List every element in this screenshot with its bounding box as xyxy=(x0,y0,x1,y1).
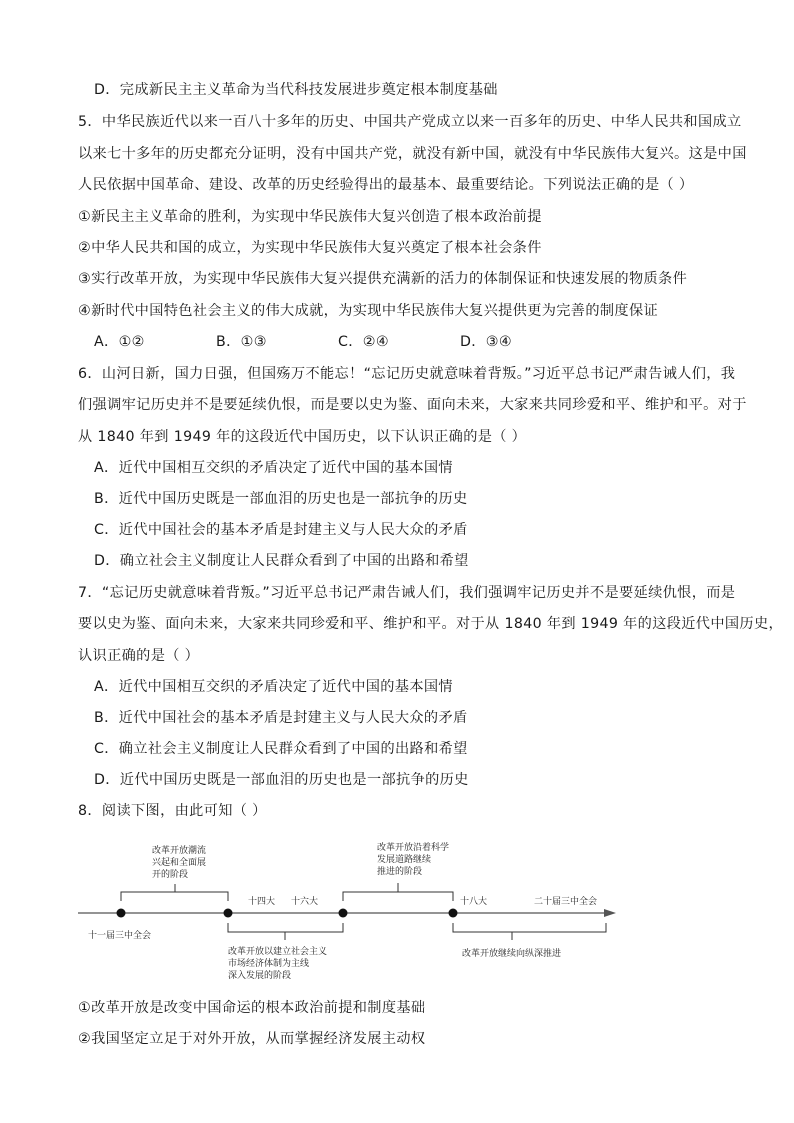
q8-statement-1: ①改革开放是改变中国命运的根本政治前提和制度基础 xyxy=(78,1000,426,1016)
q5-statement-4: ④新时代中国特色社会主义的伟大成就，为实现中华民族伟大复兴提供更为完善的制度保证 xyxy=(78,303,659,319)
q6-option-c: C．近代中国社会的基本矛盾是封建主义与人民大众的矛盾 xyxy=(94,522,468,538)
q7-stem-line-3: 认识正确的是（ ） xyxy=(78,648,200,664)
q6-option-b: B．近代中国历史既是一部血泪的历史也是一部抗争的历史 xyxy=(94,491,468,507)
axis-arrowhead xyxy=(604,909,616,917)
stage2-bracket xyxy=(228,923,343,940)
stage3-line-1: 改革开放沿着科学 xyxy=(377,843,450,853)
stage3-line-3: 推进的阶段 xyxy=(377,867,423,877)
stage1-line-3: 开的阶段 xyxy=(152,870,189,880)
q5-option-b: B．①③ xyxy=(216,334,267,350)
q6-option-d: D．确立社会主义制度让人民群众看到了中国的出路和希望 xyxy=(94,553,469,569)
q7-option-d: D．近代中国历史既是一部血泪的历史也是一部抗争的历史 xyxy=(94,772,469,788)
label-third-plenum-11: 十一届三中全会 xyxy=(88,931,152,941)
q6-stem-line-3: 从 1840 年到 1949 年的这段近代中国历史，以下认识正确的是（ ） xyxy=(78,429,527,445)
q5-stem-line-1: 5．中华民族近代以来一百八十多年的历史、中国共产党成立以来一百多年的历史、中华人民共和国成立 xyxy=(78,114,742,130)
node-cpc14 xyxy=(224,909,233,918)
q7-option-a: A．近代中国相互交织的矛盾决定了近代中国的基本国情 xyxy=(94,679,453,695)
stage3-line-2: 发展道路继续 xyxy=(377,855,432,865)
q6-stem-line-2: 们强调牢记历史并不是要延续仇恨，而是要以史为鉴、面向未来，大家来共同珍爱和平、维护和平。对于 xyxy=(78,397,747,413)
q5-statement-3: ③实行改革开放，为实现中华民族伟大复兴提供充满新的活力的体制保证和快速发展的物质条件 xyxy=(78,271,688,287)
q7-option-c: C．确立社会主义制度让人民群众看到了中国的出路和希望 xyxy=(94,741,468,757)
stage2-line-2: 市场经济体制为主线 xyxy=(228,959,310,969)
q5-statement-2: ②中华人民共和国的成立，为实现中华民族伟大复兴奠定了根本社会条件 xyxy=(78,240,542,256)
q7-stem-line-1: 7．“忘记历史就意味着背叛。”习近平总书记严肃告诫人们，我们强调牢记历史并不是要延续仇恨，而是 xyxy=(78,585,736,601)
label-cpc16: 十六大 xyxy=(291,897,319,907)
stage1-bracket xyxy=(121,884,228,901)
q5-option-d: D．③④ xyxy=(460,334,512,350)
reform-timeline-diagram xyxy=(0,838,794,981)
q6-stem-line-1: 6．山河日新，国力日强，但国殇万不能忘！“忘记历史就意味着背叛。”习近平总书记严肃告诫人们，我 xyxy=(78,366,736,382)
stage2-line-3: 深入发展的阶段 xyxy=(228,971,292,981)
q6-option-a: A．近代中国相互交织的矛盾决定了近代中国的基本国情 xyxy=(94,460,453,476)
label-cpc14: 十四大 xyxy=(248,897,276,907)
q5-option-c: C．②④ xyxy=(338,334,389,350)
q8-stem: 8．阅读下图，由此可知（ ） xyxy=(78,803,267,819)
q4-option-d: D．完成新民主主义革命为当代科技发展进步奠定根本制度基础 xyxy=(94,82,498,98)
q5-stem-line-3: 人民依据中国革命、建设、改革的历史经验得出的最基本、最重要结论。下列说法正确的是（ ） xyxy=(78,177,694,193)
node-cpc18 xyxy=(449,909,458,918)
q5-stem-line-2: 以来七十多年的历史都充分证明，没有中国共产党，就没有新中国，就没有中华民族伟大复兴。这是中国 xyxy=(78,146,747,162)
stage4-label: 改革开放继续向纵深推进 xyxy=(462,949,562,959)
label-cpc18: 十八大 xyxy=(460,897,488,907)
node-third-plenum-11 xyxy=(117,909,126,918)
q5-options xyxy=(94,333,582,351)
q7-option-b: B．近代中国社会的基本矛盾是封建主义与人民大众的矛盾 xyxy=(94,710,468,726)
node-cpc16 xyxy=(339,909,348,918)
stage1-line-1: 改革开放潮流 xyxy=(152,846,207,856)
stage1-line-2: 兴起和全面展 xyxy=(152,858,207,868)
stage3-bracket xyxy=(343,883,453,901)
label-third-plenum-20: 二十届三中全会 xyxy=(534,897,598,907)
q7-stem-line-2: 要以史为鉴、面向未来，大家来共同珍爱和平、维护和平。对于从 1840 年到 1949 年的这段近代中国历史， xyxy=(78,616,784,632)
q5-option-a: A．①② xyxy=(94,334,145,350)
q5-statement-1: ①新民主主义革命的胜利，为实现中华民族伟大复兴创造了根本政治前提 xyxy=(78,209,542,225)
stage4-bracket xyxy=(453,923,606,940)
stage2-line-1: 改革开放以建立社会主义 xyxy=(228,947,328,957)
q8-statement-2: ②我国坚定立足于对外开放，从而掌握经济发展主动权 xyxy=(78,1031,426,1047)
